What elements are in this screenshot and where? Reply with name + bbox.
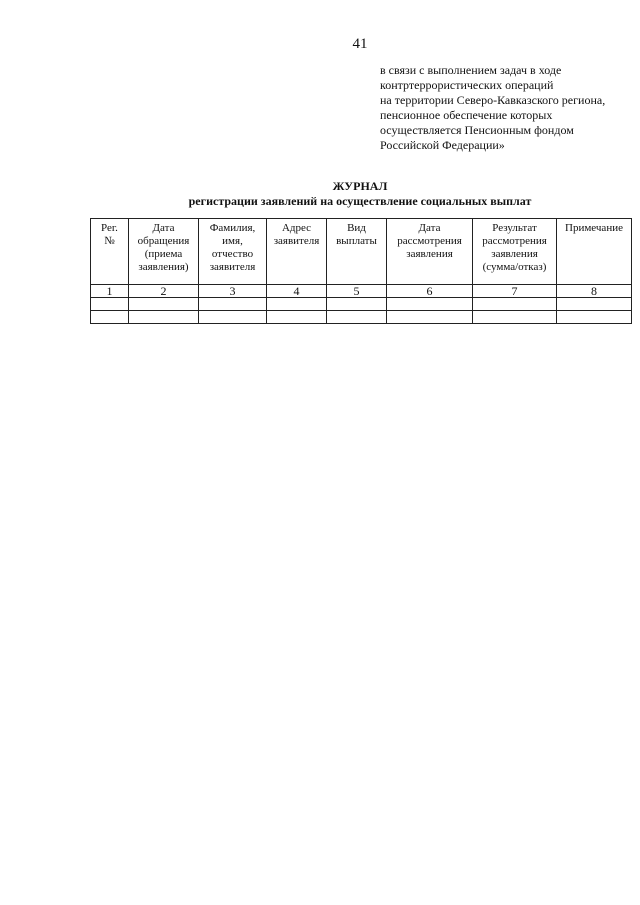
column-header-payment-type: Вид выплаты xyxy=(327,219,387,285)
empty-cell xyxy=(327,298,387,311)
header-line: осуществляется Пенсионным фондом xyxy=(380,123,574,137)
empty-cell xyxy=(91,298,129,311)
column-number: 4 xyxy=(267,285,327,298)
table-row xyxy=(91,311,632,324)
empty-cell xyxy=(199,298,267,311)
page-number: 41 xyxy=(352,36,368,52)
column-number: 8 xyxy=(557,285,632,298)
empty-cell xyxy=(199,311,267,324)
header-line: контртеррористических операций xyxy=(380,78,554,92)
empty-cell xyxy=(473,311,557,324)
table-row xyxy=(91,298,632,311)
column-header-reg-number: Рег. № xyxy=(91,219,129,285)
column-number: 6 xyxy=(387,285,473,298)
journal-title: ЖУРНАЛ xyxy=(332,179,388,193)
empty-cell xyxy=(473,298,557,311)
empty-cell xyxy=(387,311,473,324)
empty-cell xyxy=(267,298,327,311)
column-header-applicant-name: Фамилия, имя, отчество заявителя xyxy=(199,219,267,285)
journal-subtitle: регистрации заявлений на осуществление социальных выплат xyxy=(188,194,532,208)
empty-cell xyxy=(129,298,199,311)
header-line: Российской Федерации» xyxy=(380,138,505,152)
column-number: 3 xyxy=(199,285,267,298)
column-header-applicant-address: Адрес заявителя xyxy=(267,219,327,285)
column-header-review-date: Дата рассмотрения заявления xyxy=(387,219,473,285)
header-line: пенсионное обеспечение которых xyxy=(380,108,553,122)
empty-cell xyxy=(129,311,199,324)
header-line: в связи с выполнением задач в ходе xyxy=(380,63,562,77)
column-header-request-date: Дата обращения (приема заявления) xyxy=(129,219,199,285)
column-number: 5 xyxy=(327,285,387,298)
column-number: 7 xyxy=(473,285,557,298)
empty-cell xyxy=(327,311,387,324)
column-number-row xyxy=(91,285,632,298)
column-header-review-result: Результат рассмотрения заявления (сумма/отказ) xyxy=(473,219,557,285)
table-header-row xyxy=(91,219,632,285)
column-number: 1 xyxy=(91,285,129,298)
column-header-note: Примечание xyxy=(557,219,632,285)
empty-cell xyxy=(557,311,632,324)
registration-journal-table xyxy=(90,218,632,324)
empty-cell xyxy=(557,298,632,311)
column-number: 2 xyxy=(129,285,199,298)
header-line: на территории Северо-Кавказского региона, xyxy=(380,93,606,107)
empty-cell xyxy=(91,311,129,324)
document-reference-header xyxy=(380,63,638,153)
empty-cell xyxy=(267,311,327,324)
empty-cell xyxy=(387,298,473,311)
